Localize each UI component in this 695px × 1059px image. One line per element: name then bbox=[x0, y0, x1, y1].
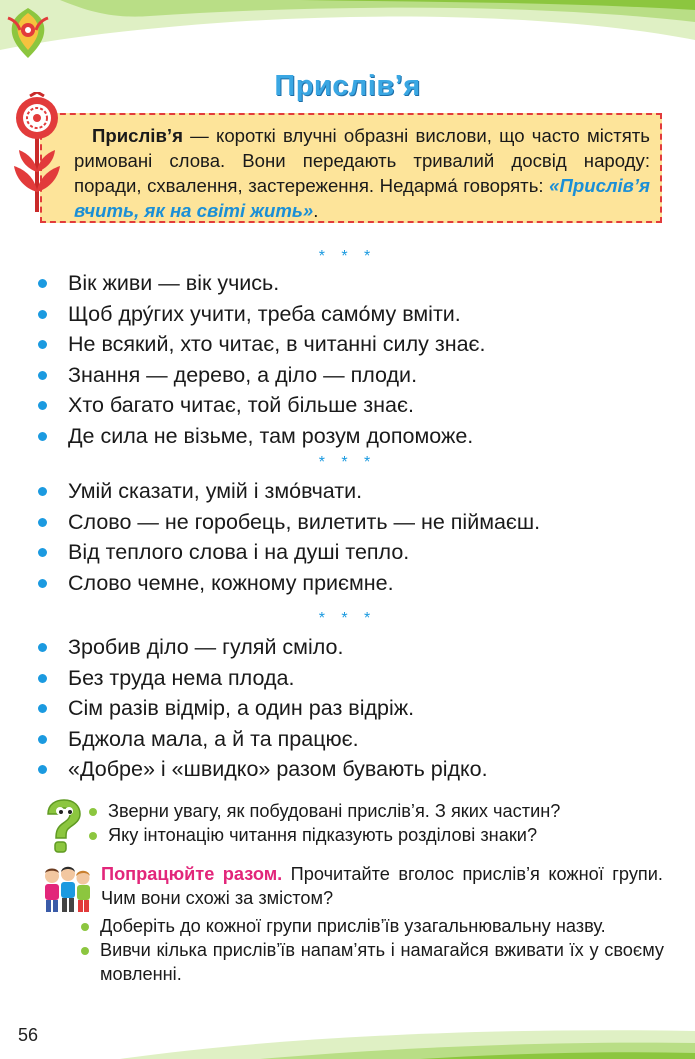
proverb-item: Слово — не горобець, вилетить — не піймаєш. bbox=[34, 507, 540, 538]
proverb-item: Без труда нема плода. bbox=[34, 663, 488, 694]
proverb-item: Бджола мала, а й та працює. bbox=[34, 724, 488, 755]
proverb-item: Сім разів відмір, а один раз відріж. bbox=[34, 693, 488, 724]
children-group-icon bbox=[38, 862, 94, 914]
task-lead: Попрацюйте разом. bbox=[101, 864, 283, 884]
task-list bbox=[78, 914, 664, 986]
proverb-item: Зробив діло — гуляй сміло. bbox=[34, 632, 488, 663]
section-separator: * * * bbox=[318, 248, 377, 265]
group-task bbox=[101, 862, 663, 910]
task-text: Прочитайте вголос прислів’я кожної групи. Чим вони схожі за змістом? bbox=[101, 864, 663, 908]
proverb-item: Умій сказати, умій і змо́вчати. bbox=[34, 476, 540, 507]
section-separator: * * * bbox=[318, 610, 377, 627]
proverb-item: Хто багато читає, той більше знає. bbox=[34, 390, 485, 421]
page-number: 56 bbox=[18, 1025, 39, 1045]
proverb-item: Не всякий, хто читає, в читанні силу знає. bbox=[34, 329, 485, 360]
question-mark-icon bbox=[38, 798, 88, 854]
proverb-item: Знання — дерево, а діло — плоди. bbox=[34, 360, 485, 391]
definition-text: — короткі влучні образні вислови, що часто містять римовані слова. Вони передають тривалий досвід народу: поради, схвалення, застереження. Недарма́ говорять: bbox=[74, 125, 650, 196]
proverb-item: Щоб дру́гих учити, треба само́му вміти. bbox=[34, 299, 485, 330]
bottom-wave-decoration bbox=[0, 1009, 695, 1059]
proverb-item: Слово чемне, кожному приємне. bbox=[34, 568, 540, 599]
definition-term: Прислів’я bbox=[92, 125, 183, 146]
flower-ornament-icon bbox=[8, 92, 66, 212]
definition-end: . bbox=[313, 200, 319, 221]
proverb-group-2 bbox=[34, 476, 540, 598]
proverb-item: «Добре» і «швидко» разом бувають рідко. bbox=[34, 754, 488, 785]
section-separator: * * * bbox=[318, 454, 377, 471]
flower-ornament-icon bbox=[4, 4, 52, 60]
proverb-item: Від теплого слова і на душі тепло. bbox=[34, 537, 540, 568]
proverb-group-1 bbox=[34, 268, 485, 451]
top-wave-decoration bbox=[0, 0, 695, 80]
task-item: Доберіть до кожної групи прислів’їв узагальнювальну назву. bbox=[78, 914, 664, 938]
question-item: Зверни увагу, як побудовані прислів’я. З яких частин? bbox=[86, 799, 666, 823]
definition-box bbox=[40, 113, 662, 223]
proverb-item: Де сила не візьме, там розум допоможе. bbox=[34, 421, 485, 452]
proverb-group-3 bbox=[34, 632, 488, 785]
question-item: Яку інтонацію читання підказують розділові знаки? bbox=[86, 823, 666, 847]
task-item: Вивчи кілька прислів’їв напам’ять і намагайся вживати їх у своєму мовленні. bbox=[78, 938, 664, 986]
question-list bbox=[86, 799, 666, 847]
definition-quote: «Прислів’я вчить, як на світі жить» bbox=[74, 175, 650, 221]
proverb-item: Вік живи — вік учись. bbox=[34, 268, 485, 299]
page-title: Прислів’я bbox=[274, 70, 421, 102]
